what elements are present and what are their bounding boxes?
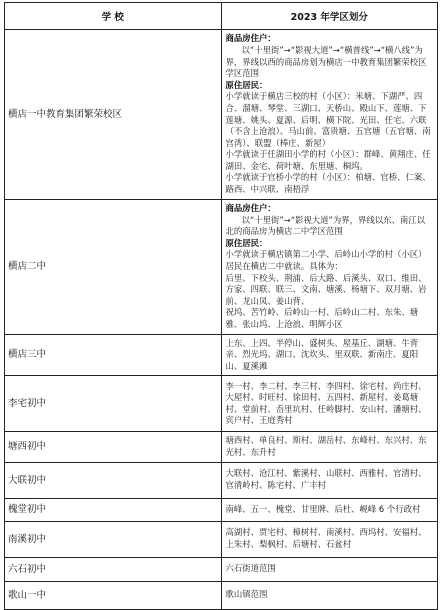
table-row bbox=[5, 581, 438, 609]
region-cell bbox=[221, 557, 438, 581]
school-name-cell: 大联初中 bbox=[5, 462, 222, 498]
table-row bbox=[5, 334, 438, 376]
section-heading: 原住居民： bbox=[225, 79, 268, 90]
region-text: 南峰、五一、槐堂、甘里牌、后杜、岘峰 6 个行政村 bbox=[225, 503, 421, 514]
region-cell bbox=[221, 462, 438, 498]
school-name-cell: 李宅初中 bbox=[5, 376, 222, 432]
table-row bbox=[5, 521, 438, 557]
school-name-cell: 南溪初中 bbox=[5, 521, 222, 557]
region-text: 高湖村、贾宅村、樟树村、南溪村、西坞村、安福村、上朱村、梨枫村、后塘村、石盆村 bbox=[225, 527, 427, 549]
region-cell bbox=[221, 581, 438, 609]
table-row bbox=[5, 200, 438, 335]
region-cell bbox=[221, 498, 438, 521]
table-row bbox=[5, 462, 438, 498]
table-row bbox=[5, 432, 438, 462]
school-name-cell: 槐堂初中 bbox=[5, 498, 222, 521]
table-body bbox=[5, 30, 438, 610]
region-text: 六石街道范围 bbox=[225, 563, 276, 574]
region-cell bbox=[221, 432, 438, 462]
region-text: 后里、下校头、荆浦、后大路、后溪头、双口、维田、方家、四联、联三、文南、塘溪、杨塘下、双月塘、岩前、龙山凤、姜山背、 bbox=[225, 272, 427, 306]
region-text: 以“十里街”→“影视大道”→“横普线”→“横八线”为界，界线以西的商品房划为横店一中教育集团繁荣校区学区范围 bbox=[225, 44, 427, 79]
region-column-header: 2023 年学区划分 bbox=[221, 3, 438, 30]
table-row bbox=[5, 557, 438, 581]
region-cell bbox=[221, 30, 438, 200]
district-table bbox=[4, 2, 438, 610]
table-row bbox=[5, 30, 438, 200]
table-row bbox=[5, 376, 438, 432]
school-name-cell: 塘西初中 bbox=[5, 432, 222, 462]
region-cell bbox=[221, 376, 438, 432]
region-text: 歌山镇范围 bbox=[225, 589, 268, 600]
school-name-cell: 歌山一中 bbox=[5, 581, 222, 609]
region-cell bbox=[221, 521, 438, 557]
school-name-cell: 横店二中 bbox=[5, 200, 222, 335]
region-cell bbox=[221, 200, 438, 335]
header-row bbox=[5, 3, 438, 30]
school-name-cell: 六石初中 bbox=[5, 557, 222, 581]
region-text: 大联村、沧江村、紫溪村、山联村、西雅村、官清村、官清岭村、陈宅村、广丰村 bbox=[225, 468, 427, 490]
school-name-cell: 横店一中教育集团繁荣校区 bbox=[5, 30, 222, 200]
region-text: 小学就读于任湖田小学的村（小区）：群峰、黄翔庄、任湖田、金宅、荷叶塘、东里塘、桐坞。 bbox=[225, 149, 431, 171]
section-heading: 商品房住户： bbox=[225, 33, 276, 44]
region-text: 以“十里街”→“影视大道”为界，界线以东、南江以北的商品房为横店二中学区范围 bbox=[225, 214, 425, 237]
school-name-cell: 横店三中 bbox=[5, 334, 222, 376]
region-text: 上东、上四、半停山、盛树头、屋基丘、湖塘、牛背亲、烈光坞、湖口、沈坎头、里双联、新南庄、夏阳山、夏溪滩 bbox=[225, 337, 419, 371]
region-cell bbox=[221, 334, 438, 376]
region-text: 小学就读于横店三校的村（小区）：米塘、下湖严、四合、溜塘、琴堂、三湖口、天桥山、殿山下、莲塘、下莲塘、姚头、夏源、后明、横下院、光田、任宅、六联（不含上沧浪）、马山前、富贵塘、五官塘（五官塘、南宫湾）、联盟（棒庄、新屋） bbox=[225, 91, 431, 148]
region-text: 小学就读于横店镇第二小学、后岭山小学的村（小区）居民在横店二中就读。具体为： bbox=[225, 249, 427, 271]
district-table-sheet bbox=[4, 2, 438, 610]
section-heading: 商品房住户： bbox=[225, 203, 276, 213]
region-text: 李一村、李二村、李三村、李四村、徐宅村、尚庄村、大屋村、时旺村、徐田村、五四村、新屋村、姜葛塘村、堂前村、岙里坑村、任岭脚村、安山村、潘塘村、宾户村、王庭秀村 bbox=[225, 380, 427, 426]
school-column-header: 学 校 bbox=[5, 3, 222, 30]
region-text: 塘西村、单良村、斯村、湖岳村、东峰村、东兴村、东光村、东升村 bbox=[225, 435, 427, 457]
table-row bbox=[5, 498, 438, 521]
region-text: 小学就读于官桥小学的村（小区）：柏塘、官桥、仁案、路西、中兴联、南梧浮 bbox=[225, 172, 431, 195]
section-heading: 原住居民： bbox=[225, 237, 268, 248]
region-text: 祝坞、苦竹岭、后岭山一村、后岭山二村、东朱、塘雅、张山坞、上沧浪、明辉小区 bbox=[225, 307, 419, 329]
